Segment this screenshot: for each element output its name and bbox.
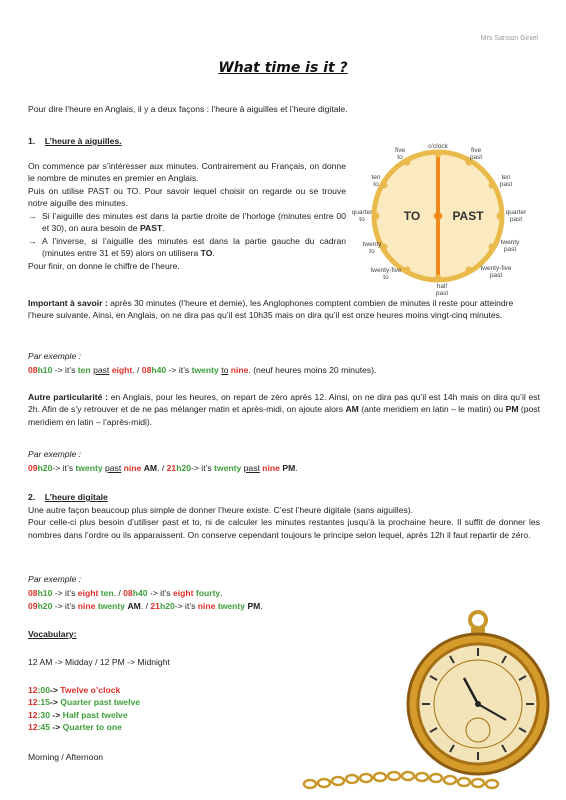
ex-min: h20: [37, 601, 53, 611]
label-quarter-to-2: to: [359, 216, 365, 223]
bullet-past: [28, 210, 346, 235]
label-twentyfive-to-2: to: [383, 274, 389, 281]
ex-hour: 09: [28, 601, 38, 611]
label-twentyfive-past: twenty-five: [480, 265, 512, 272]
vocab-min: :00: [37, 685, 50, 695]
arrow-icon: →: [28, 210, 37, 221]
label-five-past: five: [470, 147, 482, 154]
ex-word: twenty: [214, 463, 242, 473]
vocab-text: Quarter past twelve: [60, 697, 141, 708]
section2-p2: Pour celle-ci plus besoin d’utiliser past et to, ni de calculer les minutes restantes jusqu’à la prochaine heure. Il suffit de donner les nombres dans l’ordre ou ils apparaissent. On conserve cependant toujours le principe selon lequel, après 12h il faut repartir de zéro.: [28, 517, 540, 540]
ex-text: . /: [132, 365, 142, 375]
ex-text: -> it’s: [191, 463, 215, 473]
example-line-3: [28, 587, 540, 599]
bullet-to-keyword: TO: [200, 248, 213, 259]
section1-number: 1.: [28, 136, 36, 146]
label-half-2: past: [435, 290, 449, 297]
ex-text: -> it’s: [174, 601, 198, 611]
important-note: [28, 297, 540, 322]
vocab-text: Twelve o’clock: [60, 685, 121, 695]
label-ten-to-2: to: [373, 181, 379, 188]
bullet-to-text: A l’inverse, si l’aiguille des minutes est dans la partie gauche du cadran (minutes entre 31 et 59) alors on utilisera: [42, 235, 346, 259]
ex-text: .: [220, 588, 223, 598]
ex-word: nine: [197, 601, 216, 611]
special-label: Autre particularité :: [28, 392, 108, 402]
example-line-2: [28, 462, 540, 474]
bullet-past-end: .: [162, 223, 165, 234]
page-title: What time is it ?: [218, 60, 348, 76]
ex-word: twenty: [191, 365, 219, 375]
ex-hour: 08: [123, 588, 133, 598]
bullet-to-end: .: [212, 248, 215, 259]
section1-title: L’heure à aiguilles.: [44, 136, 122, 146]
vocab-arrow: ->: [49, 697, 61, 708]
ex-am: AM: [127, 601, 141, 611]
ex-text: . /: [140, 601, 151, 611]
special-note: [28, 391, 540, 428]
section1-body: [28, 160, 346, 272]
vocab-min: :45: [37, 722, 50, 733]
ex-min: h40: [132, 588, 148, 598]
ex-text: -> it’s: [52, 601, 78, 611]
ex-word: nine: [262, 463, 280, 473]
label-ten-to: ten: [371, 174, 381, 181]
clock-center: [434, 212, 442, 220]
ex-text: -> it’s: [52, 588, 78, 598]
example-line-1: [28, 364, 540, 376]
label-five-to-2: to: [397, 154, 403, 161]
ex-text: .: [295, 463, 298, 473]
special-pm: PM: [505, 404, 519, 415]
ex-text: . /: [157, 463, 167, 473]
vocab-title: Vocabulary:: [28, 629, 77, 639]
vocab-min: :15: [37, 697, 50, 708]
ex-min: h10: [37, 588, 53, 598]
ex-text: . (neuf heures moins 20 minutes).: [248, 365, 377, 375]
past-label: PAST: [452, 209, 484, 223]
bullet-past-keyword: PAST: [139, 223, 163, 234]
ex-text: -> it’s: [166, 365, 192, 375]
label-quarter-past-2: past: [509, 216, 523, 223]
ex-text: . /: [113, 588, 124, 598]
important-text: après 30 minutes (l’heure et demie), les Anglophones comptent combien de minutes il reste pour atteindre l’heure suivante. Ainsi, en Anglais, on ne dira pas qu’il est 10h35 mais on dira qu’il est onze heures moins vingt-cinq minutes.: [28, 298, 514, 321]
ex-word: past: [243, 463, 260, 473]
vocab-last: Morning / Afternoon: [28, 752, 104, 762]
label-oclock: o'clock: [428, 143, 448, 150]
section2-number: 2.: [28, 492, 36, 502]
section2-p1: Une autre façon beaucoup plus simple de donner l’heure existe. C’est l’heure digitale (sans aiguilles).: [28, 505, 414, 515]
special-text: en Anglais, pour les heures, on repart de zéro après 12. Ainsi, on ne dira pas qu’il est 14h mais on dira qu’il est 2h. Afin de s’y retrouver et de ne pas mélanger matin et après-midi, on ajoute alors: [28, 392, 540, 415]
special-text: (ante meridiem en latin – le matin) ou: [358, 404, 506, 415]
ex-am: AM: [143, 463, 158, 473]
ex-word: fourty: [195, 588, 221, 598]
label-twenty-to-2: to: [369, 248, 375, 255]
label-ten-past: ten: [501, 174, 511, 181]
ex-text: -> it’s: [52, 463, 76, 473]
ex-word: past: [93, 365, 110, 375]
ex-word: eight: [111, 365, 133, 375]
section2-title: L’heure digitale: [44, 492, 108, 502]
pocket-watch-illustration: [300, 608, 550, 794]
ex-word: twenty: [75, 463, 103, 473]
ex-min: h20: [176, 463, 192, 473]
section2-body: [28, 504, 540, 541]
vocab-arrow: ->: [49, 722, 63, 733]
ex-word: nine: [123, 463, 142, 473]
ex-word: twenty: [217, 601, 246, 611]
important-label: Important à savoir :: [28, 298, 108, 308]
label-twenty-past: twenty: [500, 239, 520, 246]
special-am: AM: [345, 404, 359, 415]
vocab-min: :30: [37, 709, 50, 720]
intro-text: Pour dire l’heure en Anglais, il y a deux façons : l’heure à aiguilles et l’heure digitale.: [28, 104, 348, 114]
ex-hour: 08: [28, 365, 38, 375]
section1-p1: On commence par s’intéresser aux minutes. Contrairement au Français, on donne le nombre de minutes en premier en Anglais.: [28, 161, 346, 184]
ex-hour: 21: [150, 601, 160, 611]
author-name: Mrs Sanson Giniel: [480, 35, 538, 42]
ex-word: past: [105, 463, 122, 473]
label-quarter-to: quarter: [351, 209, 373, 216]
example-label-3: Par exemple :: [28, 574, 82, 584]
ex-min: h20: [159, 601, 175, 611]
ex-word: twenty: [97, 601, 126, 611]
ex-text: -> it’s: [147, 588, 173, 598]
ex-word: nine: [230, 365, 249, 375]
label-quarter-past: quarter: [505, 209, 527, 216]
section2-heading: [28, 491, 540, 503]
arrow-icon: →: [28, 235, 37, 246]
pocket-watch-icon: [408, 612, 548, 774]
vocab-hour: 12: [28, 722, 38, 733]
label-half: half: [436, 283, 448, 290]
ex-hour: 21: [166, 463, 177, 473]
ex-pm: PM: [247, 601, 261, 611]
clock-diagram: [350, 140, 530, 300]
ex-word: to: [221, 365, 229, 375]
vocab-text: Quarter to one: [62, 722, 122, 733]
ex-hour: 09: [28, 463, 38, 473]
ex-word: ten: [100, 588, 114, 598]
label-twentyfive-past-2: past: [489, 272, 503, 279]
bullet-to: [28, 235, 346, 260]
to-label: TO: [403, 209, 421, 223]
ex-word: eight: [77, 588, 99, 598]
ex-pm: PM: [282, 463, 296, 473]
ex-hour: 08: [141, 365, 152, 375]
label-twentyfive-to: twenty-five: [370, 267, 402, 274]
section1-p3: Pour finir, on donne le chiffre de l’heure.: [28, 260, 180, 271]
example-label-1: Par exemple :: [28, 351, 82, 361]
section1-p2: Puis on utilise PAST ou TO. Pour savoir lequel choisir on regarde ou se trouve notre aiguille des minutes.: [28, 185, 346, 209]
vocab-arrow: ->: [49, 685, 61, 695]
label-twenty-to: twenty: [362, 241, 382, 248]
ex-min: h20: [37, 463, 53, 473]
vocab-arrow: ->: [49, 709, 63, 720]
vocab-hour: 12: [28, 709, 38, 720]
ex-hour: 08: [28, 588, 38, 598]
vocab-hour: 12: [28, 685, 38, 695]
example-label-2: Par exemple :: [28, 449, 82, 459]
vocab-text: Half past twelve: [62, 709, 128, 720]
label-ten-past-2: past: [499, 181, 513, 188]
label-five-to: five: [394, 147, 406, 154]
ex-word: ten: [77, 365, 91, 375]
ex-text: .: [260, 601, 263, 611]
ex-min: h40: [151, 365, 167, 375]
label-five-past-2: past: [469, 154, 483, 161]
ex-min: h10: [37, 365, 53, 375]
label-twenty-past-2: past: [503, 246, 517, 253]
ex-text: -> it’s: [52, 365, 78, 375]
vocab-line1: 12 AM -> Midday / 12 PM -> Midnight: [28, 657, 170, 667]
vocab-hour: 12: [28, 697, 38, 708]
bullet-past-text: Si l’aiguille des minutes est dans la partie droite de l’horloge (minutes entre 00 et 30), on aura besoin de: [42, 210, 346, 234]
special-text: (post meridiem en latin – l’après-midi).: [28, 404, 540, 427]
ex-word: eight: [172, 588, 194, 598]
ex-word: nine: [77, 601, 96, 611]
